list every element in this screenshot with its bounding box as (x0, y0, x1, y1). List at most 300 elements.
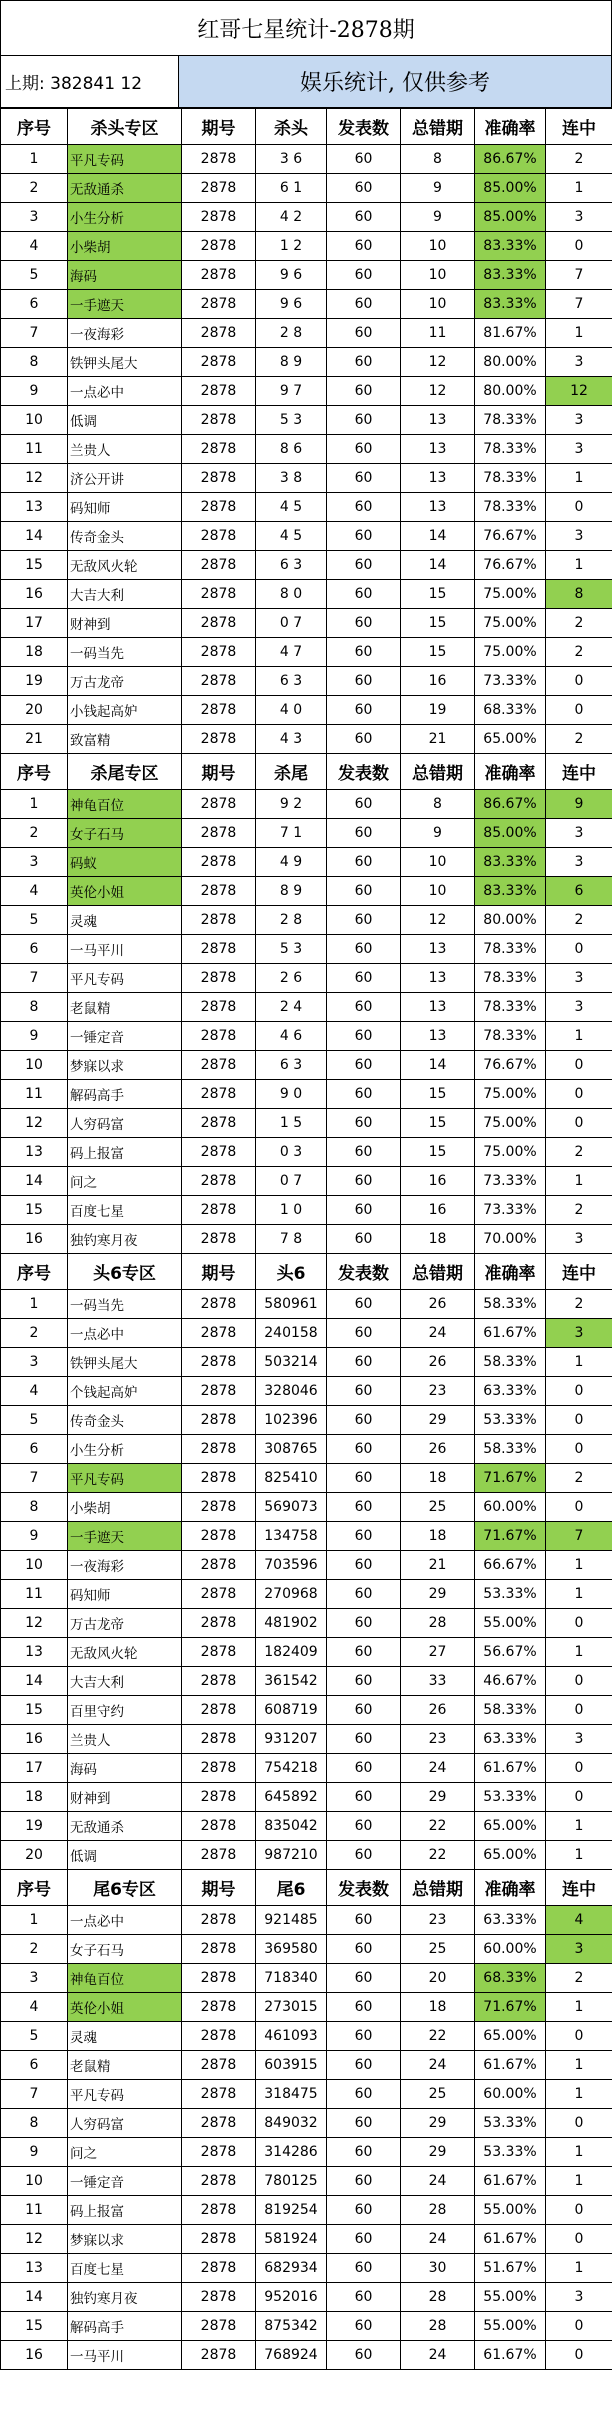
cell-miss-count: 18 (401, 1522, 475, 1551)
cell-streak: 2 (546, 1964, 612, 1993)
table-row (1, 877, 612, 906)
cell-code: 102396 (256, 1406, 327, 1435)
cell-accuracy: 78.33% (475, 993, 546, 1022)
cell-post-count: 60 (327, 1377, 401, 1406)
cell-streak: 1 (546, 2254, 612, 2283)
cell-code: 9 0 (256, 1080, 327, 1109)
cell-code: 361542 (256, 1667, 327, 1696)
cell-code: 308765 (256, 1435, 327, 1464)
cell-streak: 0 (546, 1406, 612, 1435)
cell-accuracy: 71.67% (475, 1522, 546, 1551)
cell-post-count: 60 (327, 935, 401, 964)
cell-name: 老鼠精 (68, 2051, 182, 2080)
cell-post-count: 60 (327, 1964, 401, 1993)
cell-issue: 2878 (182, 2109, 256, 2138)
cell-streak: 2 (546, 1290, 612, 1319)
cell-code: 240158 (256, 1319, 327, 1348)
cell-streak: 1 (546, 1812, 612, 1841)
cell-miss-count: 14 (401, 522, 475, 551)
cell-post-count: 60 (327, 1551, 401, 1580)
cell-name: 济公开讲 (68, 464, 182, 493)
cell-issue: 2878 (182, 1696, 256, 1725)
cell-accuracy: 63.33% (475, 1377, 546, 1406)
cell-code: 603915 (256, 2051, 327, 2080)
cell-miss-count: 30 (401, 2254, 475, 2283)
cell-streak: 1 (546, 319, 612, 348)
column-header-index: 序号 (1, 754, 68, 790)
cell-name: 百里守约 (68, 1696, 182, 1725)
cell-miss-count: 10 (401, 261, 475, 290)
cell-streak: 1 (546, 2167, 612, 2196)
cell-index: 3 (1, 1964, 68, 1993)
cell-issue: 2878 (182, 1841, 256, 1870)
table-row (1, 1319, 612, 1348)
disclaimer-note: 娱乐统计, 仅供参考 (179, 56, 611, 107)
cell-miss-count: 18 (401, 1464, 475, 1493)
table-row (1, 1196, 612, 1225)
cell-streak: 8 (546, 580, 612, 609)
cell-issue: 2878 (182, 1667, 256, 1696)
cell-issue: 2878 (182, 696, 256, 725)
cell-streak: 1 (546, 1580, 612, 1609)
column-header-name: 尾6专区 (68, 1870, 182, 1906)
cell-miss-count: 26 (401, 1290, 475, 1319)
cell-miss-count: 13 (401, 935, 475, 964)
cell-index: 10 (1, 2167, 68, 2196)
cell-issue: 2878 (182, 2283, 256, 2312)
cell-post-count: 60 (327, 1080, 401, 1109)
cell-name: 人穷码富 (68, 2109, 182, 2138)
cell-miss-count: 29 (401, 2109, 475, 2138)
cell-miss-count: 9 (401, 203, 475, 232)
table-row (1, 1435, 612, 1464)
cell-name: 低调 (68, 406, 182, 435)
cell-code: 328046 (256, 1377, 327, 1406)
cell-miss-count: 24 (401, 2051, 475, 2080)
table-row (1, 1580, 612, 1609)
cell-issue: 2878 (182, 2254, 256, 2283)
cell-code: 270968 (256, 1580, 327, 1609)
cell-name: 无敌通杀 (68, 1812, 182, 1841)
cell-name: 灵魂 (68, 906, 182, 935)
table-row (1, 1754, 612, 1783)
table-row (1, 1841, 612, 1870)
cell-accuracy: 61.67% (475, 2051, 546, 2080)
cell-code: 1 5 (256, 1109, 327, 1138)
cell-issue: 2878 (182, 493, 256, 522)
cell-name: 大吉大利 (68, 580, 182, 609)
cell-streak: 12 (546, 377, 612, 406)
cell-miss-count: 12 (401, 906, 475, 935)
cell-code: 273015 (256, 1993, 327, 2022)
cell-issue: 2878 (182, 1812, 256, 1841)
cell-post-count: 60 (327, 2196, 401, 2225)
cell-post-count: 60 (327, 993, 401, 1022)
cell-code: 931207 (256, 1725, 327, 1754)
cell-index: 8 (1, 993, 68, 1022)
cell-miss-count: 22 (401, 1812, 475, 1841)
cell-post-count: 60 (327, 1051, 401, 1080)
section-header-row (1, 109, 612, 145)
cell-streak: 0 (546, 1754, 612, 1783)
cell-post-count: 60 (327, 2167, 401, 2196)
cell-streak: 0 (546, 1667, 612, 1696)
cell-issue: 2878 (182, 1080, 256, 1109)
cell-index: 17 (1, 609, 68, 638)
cell-accuracy: 81.67% (475, 319, 546, 348)
table-row (1, 1993, 612, 2022)
table-row (1, 493, 612, 522)
table-row (1, 935, 612, 964)
cell-miss-count: 13 (401, 435, 475, 464)
cell-name: 一码当先 (68, 1290, 182, 1319)
cell-index: 10 (1, 1551, 68, 1580)
cell-name: 百度七星 (68, 1196, 182, 1225)
cell-streak: 3 (546, 1225, 612, 1254)
cell-post-count: 60 (327, 261, 401, 290)
cell-miss-count: 33 (401, 1667, 475, 1696)
cell-post-count: 60 (327, 2254, 401, 2283)
cell-name: 解码高手 (68, 2312, 182, 2341)
cell-miss-count: 23 (401, 1377, 475, 1406)
cell-miss-count: 15 (401, 638, 475, 667)
cell-miss-count: 28 (401, 2196, 475, 2225)
cell-streak: 0 (546, 2022, 612, 2051)
cell-miss-count: 15 (401, 1080, 475, 1109)
cell-accuracy: 60.00% (475, 1935, 546, 1964)
cell-issue: 2878 (182, 1225, 256, 1254)
table-row (1, 1725, 612, 1754)
table-row (1, 1290, 612, 1319)
cell-name: 传奇金头 (68, 1406, 182, 1435)
cell-miss-count: 21 (401, 1551, 475, 1580)
cell-post-count: 60 (327, 464, 401, 493)
cell-miss-count: 24 (401, 2225, 475, 2254)
cell-code: 952016 (256, 2283, 327, 2312)
cell-post-count: 60 (327, 1935, 401, 1964)
cell-streak: 3 (546, 435, 612, 464)
cell-code: 835042 (256, 1812, 327, 1841)
table-row (1, 2022, 612, 2051)
cell-issue: 2878 (182, 1935, 256, 1964)
cell-miss-count: 16 (401, 667, 475, 696)
cell-issue: 2878 (182, 1109, 256, 1138)
cell-miss-count: 13 (401, 964, 475, 993)
cell-post-count: 60 (327, 1783, 401, 1812)
cell-issue: 2878 (182, 1406, 256, 1435)
cell-accuracy: 65.00% (475, 2022, 546, 2051)
cell-issue: 2878 (182, 1290, 256, 1319)
cell-issue: 2878 (182, 1754, 256, 1783)
cell-miss-count: 8 (401, 790, 475, 819)
cell-issue: 2878 (182, 1051, 256, 1080)
cell-name: 万古龙帝 (68, 1609, 182, 1638)
cell-miss-count: 24 (401, 2167, 475, 2196)
cell-streak: 2 (546, 1196, 612, 1225)
cell-streak: 7 (546, 261, 612, 290)
cell-name: 一夜海彩 (68, 1551, 182, 1580)
table-row (1, 638, 612, 667)
cell-streak: 0 (546, 1051, 612, 1080)
cell-issue: 2878 (182, 1638, 256, 1667)
cell-miss-count: 13 (401, 493, 475, 522)
cell-post-count: 60 (327, 1435, 401, 1464)
cell-issue: 2878 (182, 725, 256, 754)
table-row (1, 319, 612, 348)
cell-streak: 1 (546, 2051, 612, 2080)
cell-accuracy: 71.67% (475, 1993, 546, 2022)
cell-streak: 0 (546, 2196, 612, 2225)
column-header-miss-count: 总错期 (401, 754, 475, 790)
cell-post-count: 60 (327, 1167, 401, 1196)
table-row (1, 1522, 612, 1551)
cell-streak: 2 (546, 725, 612, 754)
column-header-name: 杀头专区 (68, 109, 182, 145)
column-header-accuracy: 准确率 (475, 1870, 546, 1906)
cell-name: 独钓寒月夜 (68, 2283, 182, 2312)
cell-accuracy: 80.00% (475, 377, 546, 406)
column-header-post-count: 发表数 (327, 109, 401, 145)
cell-issue: 2878 (182, 580, 256, 609)
cell-code: 9 2 (256, 790, 327, 819)
cell-index: 18 (1, 638, 68, 667)
cell-accuracy: 60.00% (475, 2080, 546, 2109)
cell-issue: 2878 (182, 319, 256, 348)
cell-miss-count: 27 (401, 1638, 475, 1667)
cell-streak: 3 (546, 1935, 612, 1964)
cell-code: 5 3 (256, 935, 327, 964)
cell-streak: 1 (546, 1551, 612, 1580)
cell-index: 18 (1, 1783, 68, 1812)
cell-issue: 2878 (182, 406, 256, 435)
cell-code: 0 3 (256, 1138, 327, 1167)
table-row (1, 1638, 612, 1667)
cell-streak: 0 (546, 935, 612, 964)
column-header-accuracy: 准确率 (475, 1254, 546, 1290)
cell-index: 5 (1, 261, 68, 290)
cell-code: 8 9 (256, 348, 327, 377)
cell-streak: 0 (546, 1109, 612, 1138)
cell-name: 一点必中 (68, 1319, 182, 1348)
cell-code: 3 6 (256, 145, 327, 174)
cell-streak: 0 (546, 667, 612, 696)
cell-issue: 2878 (182, 2225, 256, 2254)
cell-name: 码蚁 (68, 848, 182, 877)
cell-accuracy: 61.67% (475, 2225, 546, 2254)
cell-issue: 2878 (182, 1022, 256, 1051)
cell-code: 4 0 (256, 696, 327, 725)
cell-streak: 3 (546, 406, 612, 435)
cell-streak: 7 (546, 290, 612, 319)
cell-miss-count: 13 (401, 406, 475, 435)
cell-issue: 2878 (182, 174, 256, 203)
cell-accuracy: 75.00% (475, 1080, 546, 1109)
cell-issue: 2878 (182, 203, 256, 232)
cell-issue: 2878 (182, 1725, 256, 1754)
cell-post-count: 60 (327, 667, 401, 696)
table-row (1, 290, 612, 319)
cell-post-count: 60 (327, 1725, 401, 1754)
table-row (1, 1551, 612, 1580)
cell-issue: 2878 (182, 638, 256, 667)
cell-index: 13 (1, 2254, 68, 2283)
cell-name: 解码高手 (68, 1080, 182, 1109)
cell-code: 780125 (256, 2167, 327, 2196)
cell-code: 682934 (256, 2254, 327, 2283)
cell-name: 小柴胡 (68, 1493, 182, 1522)
cell-name: 问之 (68, 2138, 182, 2167)
cell-streak: 1 (546, 464, 612, 493)
cell-code: 4 7 (256, 638, 327, 667)
cell-code: 461093 (256, 2022, 327, 2051)
cell-accuracy: 53.33% (475, 2138, 546, 2167)
cell-name: 老鼠精 (68, 993, 182, 1022)
cell-post-count: 60 (327, 609, 401, 638)
column-header-streak: 连中 (546, 109, 612, 145)
cell-index: 7 (1, 2080, 68, 2109)
table-row (1, 1051, 612, 1080)
table-row (1, 2312, 612, 2341)
cell-miss-count: 29 (401, 2138, 475, 2167)
cell-streak: 1 (546, 1348, 612, 1377)
table-row (1, 2341, 612, 2370)
cell-name: 无敌风火轮 (68, 551, 182, 580)
stats-table (0, 108, 612, 2370)
cell-streak: 3 (546, 2283, 612, 2312)
cell-accuracy: 73.33% (475, 667, 546, 696)
cell-miss-count: 29 (401, 1580, 475, 1609)
cell-index: 9 (1, 1522, 68, 1551)
cell-issue: 2878 (182, 2312, 256, 2341)
cell-accuracy: 73.33% (475, 1196, 546, 1225)
cell-streak: 0 (546, 1377, 612, 1406)
cell-issue: 2878 (182, 1906, 256, 1935)
cell-post-count: 60 (327, 638, 401, 667)
cell-code: 0 7 (256, 609, 327, 638)
cell-index: 6 (1, 1435, 68, 1464)
cell-code: 5 3 (256, 406, 327, 435)
cell-issue: 2878 (182, 906, 256, 935)
cell-index: 15 (1, 1696, 68, 1725)
cell-streak: 0 (546, 1696, 612, 1725)
cell-index: 16 (1, 580, 68, 609)
cell-name: 万古龙帝 (68, 667, 182, 696)
cell-index: 9 (1, 377, 68, 406)
cell-issue: 2878 (182, 145, 256, 174)
cell-accuracy: 63.33% (475, 1725, 546, 1754)
cell-name: 独钓寒月夜 (68, 1225, 182, 1254)
cell-code: 4 5 (256, 522, 327, 551)
cell-miss-count: 13 (401, 993, 475, 1022)
cell-name: 无敌通杀 (68, 174, 182, 203)
cell-issue: 2878 (182, 1435, 256, 1464)
table-row (1, 1696, 612, 1725)
cell-index: 5 (1, 1406, 68, 1435)
cell-post-count: 60 (327, 2109, 401, 2138)
column-header-index: 序号 (1, 1870, 68, 1906)
table-row (1, 464, 612, 493)
cell-accuracy: 55.00% (475, 2312, 546, 2341)
cell-streak: 6 (546, 877, 612, 906)
page-title: 红哥七星统计-2878期 (0, 0, 612, 56)
cell-issue: 2878 (182, 964, 256, 993)
cell-accuracy: 53.33% (475, 2109, 546, 2138)
cell-name: 大吉大利 (68, 1667, 182, 1696)
cell-name: 码上报富 (68, 1138, 182, 1167)
cell-index: 16 (1, 1725, 68, 1754)
column-header-miss-count: 总错期 (401, 1254, 475, 1290)
column-header-streak: 连中 (546, 1870, 612, 1906)
cell-issue: 2878 (182, 877, 256, 906)
table-row (1, 1935, 612, 1964)
cell-accuracy: 65.00% (475, 1841, 546, 1870)
cell-index: 4 (1, 1377, 68, 1406)
table-row (1, 2196, 612, 2225)
cell-miss-count: 24 (401, 1319, 475, 1348)
stats-table-body (1, 109, 612, 2370)
cell-post-count: 60 (327, 725, 401, 754)
cell-accuracy: 61.67% (475, 1754, 546, 1783)
cell-code: 4 3 (256, 725, 327, 754)
cell-code: 9 6 (256, 290, 327, 319)
cell-post-count: 60 (327, 1196, 401, 1225)
table-row (1, 1493, 612, 1522)
cell-post-count: 60 (327, 1464, 401, 1493)
cell-accuracy: 58.33% (475, 1435, 546, 1464)
cell-issue: 2878 (182, 522, 256, 551)
cell-accuracy: 83.33% (475, 232, 546, 261)
cell-streak: 3 (546, 203, 612, 232)
cell-accuracy: 86.67% (475, 145, 546, 174)
cell-post-count: 60 (327, 1522, 401, 1551)
cell-index: 5 (1, 2022, 68, 2051)
cell-code: 8 6 (256, 435, 327, 464)
cell-index: 11 (1, 2196, 68, 2225)
cell-name: 小生分析 (68, 203, 182, 232)
table-row (1, 1225, 612, 1254)
cell-accuracy: 65.00% (475, 725, 546, 754)
cell-issue: 2878 (182, 609, 256, 638)
cell-name: 一码当先 (68, 638, 182, 667)
cell-index: 16 (1, 2341, 68, 2370)
cell-index: 17 (1, 1754, 68, 1783)
cell-issue: 2878 (182, 1964, 256, 1993)
cell-code: 987210 (256, 1841, 327, 1870)
cell-name: 英伦小姐 (68, 1993, 182, 2022)
cell-miss-count: 11 (401, 319, 475, 348)
table-row (1, 1080, 612, 1109)
cell-issue: 2878 (182, 1319, 256, 1348)
cell-name: 神龟百位 (68, 1964, 182, 1993)
cell-post-count: 60 (327, 377, 401, 406)
table-row (1, 2225, 612, 2254)
table-row (1, 819, 612, 848)
cell-index: 6 (1, 2051, 68, 2080)
cell-name: 传奇金头 (68, 522, 182, 551)
cell-miss-count: 10 (401, 877, 475, 906)
cell-index: 15 (1, 2312, 68, 2341)
cell-index: 4 (1, 877, 68, 906)
cell-streak: 3 (546, 1319, 612, 1348)
cell-index: 16 (1, 1225, 68, 1254)
table-row (1, 203, 612, 232)
cell-post-count: 60 (327, 1906, 401, 1935)
cell-issue: 2878 (182, 2138, 256, 2167)
table-row (1, 1964, 612, 1993)
cell-accuracy: 55.00% (475, 1609, 546, 1638)
cell-streak: 2 (546, 609, 612, 638)
cell-accuracy: 63.33% (475, 1906, 546, 1935)
